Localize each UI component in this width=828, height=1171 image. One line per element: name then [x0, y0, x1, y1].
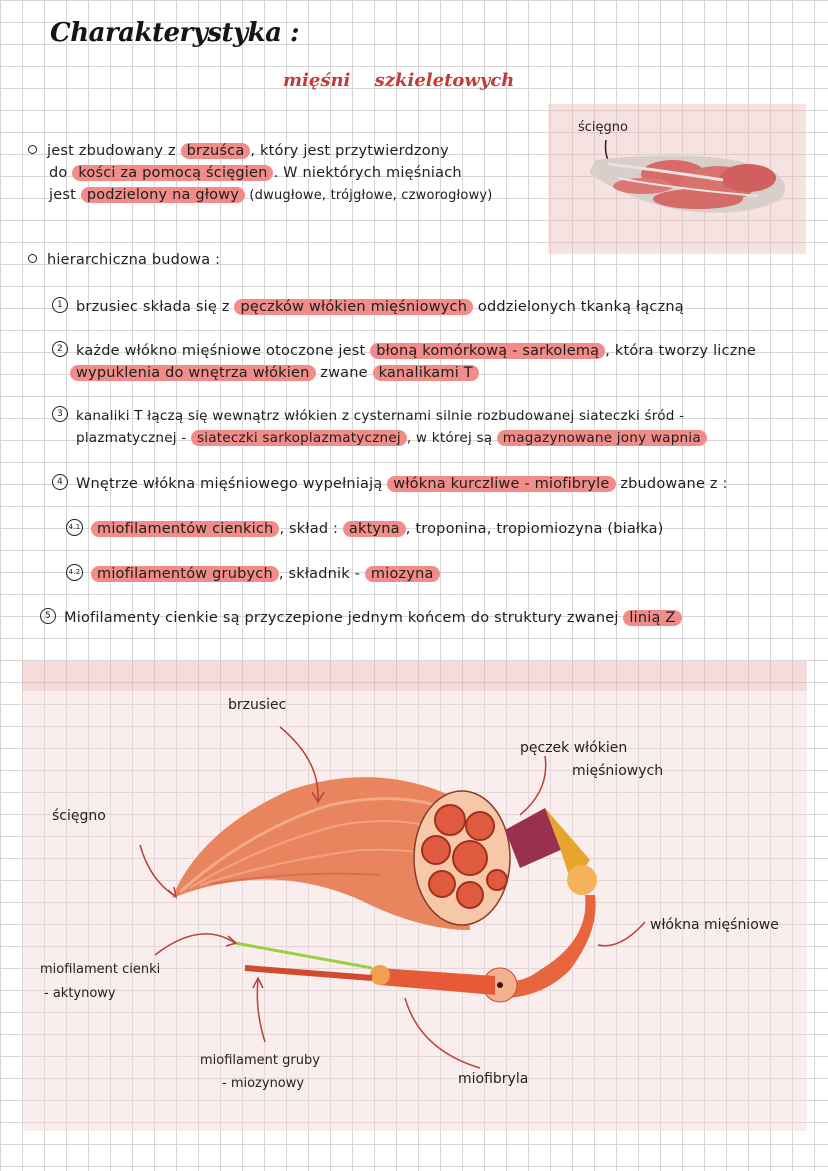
highlight: brzuśca: [181, 143, 251, 159]
diagram-label-gruby-2: - miozynowy: [222, 1076, 305, 1091]
diagram-label-cienki-1: miofilament cienki: [40, 962, 161, 977]
highlight: miofilamentów grubych: [91, 566, 279, 582]
diagram-label-miofibryla: miofibryla: [458, 1071, 529, 1087]
hierarchy-item-2: 2 każde włókno mięśniowe otoczone jest błoną komórkową - sarkolemą , która tworzy liczne wypuklenia do wnętrza włókien zwane kanalikami T: [52, 340, 756, 384]
highlight: błoną komórkową - sarkolemą: [370, 343, 605, 359]
number-circle-icon: 1: [52, 297, 68, 313]
highlight: linią Z: [623, 610, 681, 626]
diagram-label-wlokna: włókna mięśniowe: [650, 917, 779, 933]
number-circle-icon: 5: [40, 608, 56, 624]
hierarchy-item-4-1: 4.1 miofilamentów cienkich , skład : aktyna , troponina, tropiomiozyna (białka): [66, 518, 664, 540]
diagram-label-cienki-2: - aktynowy: [44, 986, 116, 1001]
hierarchy-heading: hierarchiczna budowa :: [28, 249, 220, 271]
intro-line-1: jest zbudowany z brzuśca , który jest przytwierdzony: [28, 140, 493, 162]
diagram-label-peczek-1: pęczek włókien: [520, 740, 628, 756]
diagram-label-brzusiec: brzusiec: [228, 697, 287, 713]
top-figure-label-sciegno: ścięgno: [578, 120, 628, 135]
intro-line-3: jest podzielony na głowy (dwugłowe, trójgłowe, czworogłowy): [49, 187, 493, 203]
highlight: wypuklenia do wnętrza włókien: [70, 365, 316, 381]
highlight: miofilamentów cienkich: [91, 521, 279, 537]
highlight: kości za pomocą ścięgien: [72, 165, 273, 181]
hierarchy-item-4: 4 Wnętrze włókna mięśniowego wypełniają włókna kurczliwe - miofibryle zbudowane z :: [52, 473, 728, 495]
hierarchy-item-3: 3 kanaliki T łączą się wewnątrz włókien z cysternami silnie rozbudowanej siateczki śród - plazmatycznej - siateczki sarkoplazmatycznej , w której są magazynowane jony wapnia: [52, 405, 707, 449]
highlight: aktyna: [343, 521, 406, 537]
hierarchy-item-4-2: 4.2 miofilamentów grubych , składnik - miozyna: [66, 563, 440, 585]
number-circle-icon: 3: [52, 406, 68, 422]
hierarchy-item-1: 1 brzusiec składa się z pęczków włókien mięśniowych oddzielonych tkanką łączną: [52, 296, 684, 318]
number-circle-icon: 4.2: [66, 564, 83, 581]
intro-line-2: do kości za pomocą ścięgien . W niektórych mięśniach: [49, 165, 462, 181]
page-title: Charakterystyka :: [50, 18, 300, 48]
number-circle-icon: 4: [52, 474, 68, 490]
page-subtitle: mięśni szkieletowych: [283, 70, 515, 91]
highlight: miozyna: [365, 566, 440, 582]
highlight: kanalikami T: [373, 365, 479, 381]
diagram-label-sciegno: ścięgno: [52, 808, 106, 824]
highlight: podzielony na głowy: [81, 187, 245, 203]
highlight: magazynowane jony wapnia: [497, 430, 707, 446]
highlight: włókna kurczliwe - miofibryle: [387, 476, 615, 492]
number-circle-icon: 2: [52, 341, 68, 357]
number-circle-icon: 4.1: [66, 519, 83, 536]
diagram-label-gruby-1: miofilament gruby: [200, 1053, 320, 1068]
diagram-label-peczek-2: mięśniowych: [572, 763, 664, 779]
hierarchy-item-5: 5 Miofilamenty cienkie są przyczepione jednym końcem do struktury zwanej linią Z: [40, 607, 682, 629]
highlight: siateczki sarkoplazmatycznej: [191, 430, 407, 446]
highlight: pęczków włókien mięśniowych: [234, 299, 473, 315]
